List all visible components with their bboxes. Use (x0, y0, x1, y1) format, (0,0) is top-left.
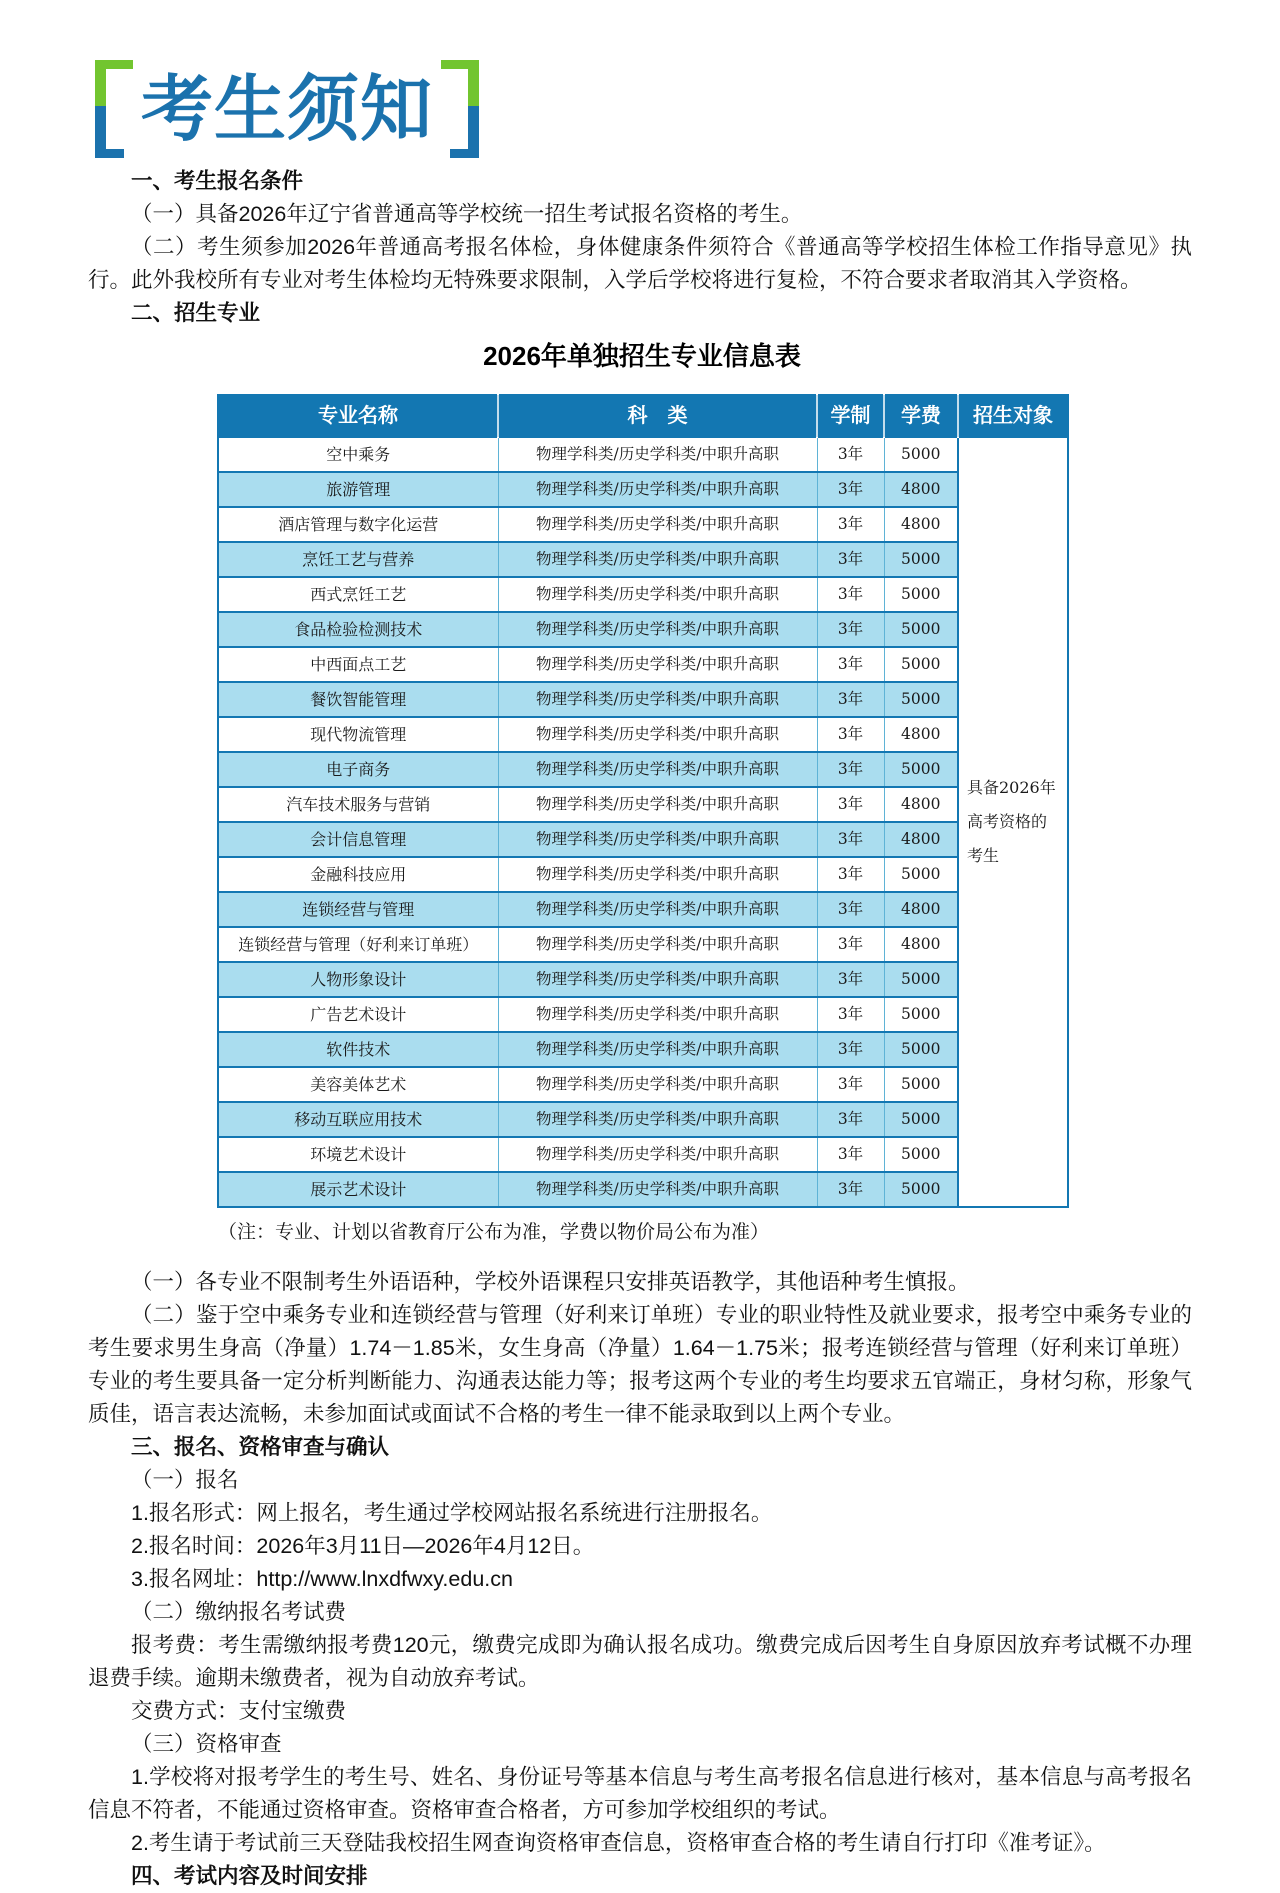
cell-fee: 4800 (884, 717, 958, 752)
cell-years: 3年 (817, 437, 884, 472)
cell-years: 3年 (817, 612, 884, 647)
paragraph: 交费方式：支付宝缴费 (131, 1699, 347, 1723)
page-title (95, 60, 479, 158)
cell-major: 空中乘务 (218, 437, 498, 472)
cell-category: 物理学科类/历史学科类/中职升高职 (498, 787, 817, 822)
table-row (218, 857, 1068, 892)
cell-fee: 5000 (884, 542, 958, 577)
cell-years: 3年 (817, 927, 884, 962)
cell-category: 物理学科类/历史学科类/中职升高职 (498, 682, 817, 717)
table-row (218, 682, 1068, 717)
cell-category: 物理学科类/历史学科类/中职升高职 (498, 962, 817, 997)
cell-fee: 5000 (884, 1172, 958, 1207)
table-row (218, 822, 1068, 857)
cell-category: 物理学科类/历史学科类/中职升高职 (498, 1032, 817, 1067)
paragraph: （一）报名 (131, 1468, 239, 1492)
cell-fee: 5000 (884, 647, 958, 682)
table-note: （注：专业、计划以省教育厅公布为准，学费以物价局公布为准） (218, 1222, 770, 1243)
cell-major: 中西面点工艺 (218, 647, 498, 682)
cell-category: 物理学科类/历史学科类/中职升高职 (498, 437, 817, 472)
cell-years: 3年 (817, 647, 884, 682)
table-row (218, 752, 1068, 787)
column-header: 学费 (884, 395, 958, 437)
cell-major: 汽车技术服务与营销 (218, 787, 498, 822)
column-header: 学制 (817, 395, 884, 437)
cell-major: 软件技术 (218, 1032, 498, 1067)
cell-category: 物理学科类/历史学科类/中职升高职 (498, 1102, 817, 1137)
intro-section (88, 165, 1192, 330)
cell-major: 连锁经营与管理（好利来订单班） (218, 927, 498, 962)
paragraph: 1.学校将对报考学生的考生号、姓名、身份证号等基本信息与考生高考报名信息进行核对，基本信息与高考报名信息不符者，不能通过资格审查。资格审查合格者，方可参加学校组织的考试。 (88, 1765, 1192, 1822)
cell-years: 3年 (817, 857, 884, 892)
cell-major: 食品检验检测技术 (218, 612, 498, 647)
cell-major: 电子商务 (218, 752, 498, 787)
cell-major: 连锁经营与管理 (218, 892, 498, 927)
table-row (218, 1137, 1068, 1172)
table-row (218, 787, 1068, 822)
table-row (218, 717, 1068, 752)
cell-major: 展示艺术设计 (218, 1172, 498, 1207)
cell-major: 美容美体艺术 (218, 1067, 498, 1102)
table-row (218, 1067, 1068, 1102)
cell-major: 人物形象设计 (218, 962, 498, 997)
cell-major: 会计信息管理 (218, 822, 498, 857)
cell-fee: 5000 (884, 1137, 958, 1172)
cell-years: 3年 (817, 1172, 884, 1207)
cell-major: 广告艺术设计 (218, 997, 498, 1032)
cell-years: 3年 (817, 1137, 884, 1172)
paragraph: 1.报名形式：网上报名，考生通过学校网站报名系统进行注册报名。 (131, 1501, 773, 1525)
paragraph: （二）考生须参加2026年普通高考报名体检，身体健康条件须符合《普通高等学校招生体检工作指导意见》执行。此外我校所有专业对考生体检均无特殊要求限制，入学后学校将进行复检，不符合要求者取消其入学资格。 (88, 235, 1192, 292)
cell-years: 3年 (817, 962, 884, 997)
cell-years: 3年 (817, 1032, 884, 1067)
paragraph: 3.报名网址：http://www.lnxdfwxy.edu.cn (131, 1567, 513, 1591)
cell-fee: 5000 (884, 857, 958, 892)
page-title-text: 考生须知 (141, 66, 434, 151)
cell-fee: 5000 (884, 1032, 958, 1067)
cell-category: 物理学科类/历史学科类/中职升高职 (498, 507, 817, 542)
cell-years: 3年 (817, 717, 884, 752)
cell-years: 3年 (817, 507, 884, 542)
section-heading: 四、考试内容及时间安排 (131, 1864, 368, 1888)
table-row (218, 577, 1068, 612)
cell-fee: 4800 (884, 472, 958, 507)
table-title: 2026年单独招生专业信息表 (483, 341, 801, 371)
cell-category: 物理学科类/历史学科类/中职升高职 (498, 927, 817, 962)
cell-category: 物理学科类/历史学科类/中职升高职 (498, 857, 817, 892)
section-heading: 二、招生专业 (131, 301, 261, 325)
paragraph: （二）鉴于空中乘务专业和连锁经营与管理（好利来订单班）专业的职业特性及就业要求，报考空中乘务专业的考生要求男生身高（净量）1.74－1.85米，女生身高（净量）1.64－1.75米；报考连锁经营与管理（好利来订单班）专业的考生要具备一定分析判断能力、沟通表达能力等；报考这两个专业的考生均要求五官端正，身材匀称，形象气质佳，语言表达流畅，未参加面试或面试不合格的考生一律不能录取到以上两个专业。 (88, 1303, 1192, 1426)
cell-fee: 5000 (884, 1067, 958, 1102)
table-row (218, 962, 1068, 997)
cell-years: 3年 (817, 1102, 884, 1137)
cell-category: 物理学科类/历史学科类/中职升高职 (498, 612, 817, 647)
cell-major: 酒店管理与数字化运营 (218, 507, 498, 542)
cell-category: 物理学科类/历史学科类/中职升高职 (498, 822, 817, 857)
paragraph: 2.考生请于考试前三天登陆我校招生网查询资格审查信息，资格审查合格的考生请自行打印《准考证》。 (131, 1831, 1106, 1855)
table-header-row (218, 395, 1068, 437)
cell-major: 环境艺术设计 (218, 1137, 498, 1172)
cell-category: 物理学科类/历史学科类/中职升高职 (498, 717, 817, 752)
section-heading: 一、考生报名条件 (131, 169, 304, 193)
cell-years: 3年 (817, 682, 884, 717)
table-row (218, 612, 1068, 647)
table-row (218, 472, 1068, 507)
cell-category: 物理学科类/历史学科类/中职升高职 (498, 1172, 817, 1207)
cell-major: 餐饮智能管理 (218, 682, 498, 717)
table-row (218, 647, 1068, 682)
cell-years: 3年 (817, 997, 884, 1032)
cell-category: 物理学科类/历史学科类/中职升高职 (498, 1067, 817, 1102)
paragraph: （一）具备2026年辽宁省普通高等学校统一招生考试报名资格的考生。 (131, 202, 803, 226)
main-section (88, 1266, 1192, 1893)
cell-major: 旅游管理 (218, 472, 498, 507)
table-row (218, 997, 1068, 1032)
title-bracket-left-icon (95, 60, 135, 158)
table-row (218, 927, 1068, 962)
cell-category: 物理学科类/历史学科类/中职升高职 (498, 752, 817, 787)
cell-fee: 4800 (884, 822, 958, 857)
cell-years: 3年 (817, 822, 884, 857)
column-header: 科 类 (498, 395, 817, 437)
table-row (218, 892, 1068, 927)
cell-category: 物理学科类/历史学科类/中职升高职 (498, 472, 817, 507)
table-row (218, 542, 1068, 577)
table-row (218, 1172, 1068, 1207)
cell-fee: 4800 (884, 892, 958, 927)
cell-major: 移动互联应用技术 (218, 1102, 498, 1137)
majors-table (217, 394, 1069, 1208)
cell-fee: 5000 (884, 682, 958, 717)
paragraph: 2.报名时间：2026年3月11日—2026年4月12日。 (131, 1534, 595, 1558)
cell-category: 物理学科类/历史学科类/中职升高职 (498, 892, 817, 927)
cell-fee: 4800 (884, 787, 958, 822)
cell-category: 物理学科类/历史学科类/中职升高职 (498, 577, 817, 612)
cell-fee: 4800 (884, 927, 958, 962)
section-heading: 三、报名、资格审查与确认 (131, 1435, 390, 1459)
cell-fee: 5000 (884, 997, 958, 1032)
cell-major: 烹饪工艺与营养 (218, 542, 498, 577)
table-row (218, 437, 1068, 472)
cell-fee: 5000 (884, 962, 958, 997)
paragraph: （一）各专业不限制考生外语语种，学校外语课程只安排英语教学，其他语种考生慎报。 (131, 1270, 970, 1294)
cell-category: 物理学科类/历史学科类/中职升高职 (498, 647, 817, 682)
cell-fee: 5000 (884, 1102, 958, 1137)
cell-years: 3年 (817, 542, 884, 577)
cell-category: 物理学科类/历史学科类/中职升高职 (498, 997, 817, 1032)
column-header: 招生对象 (958, 395, 1068, 437)
cell-years: 3年 (817, 1067, 884, 1102)
paragraph: 报考费：考生需缴纳报考费120元，缴费完成即为确认报名成功。缴费完成后因考生自身原因放弃考试概不办理退费手续。逾期未缴费者，视为自动放弃考试。 (88, 1633, 1192, 1690)
cell-category: 物理学科类/历史学科类/中职升高职 (498, 542, 817, 577)
cell-category: 物理学科类/历史学科类/中职升高职 (498, 1137, 817, 1172)
cell-fee: 5000 (884, 577, 958, 612)
cell-years: 3年 (817, 892, 884, 927)
cell-years: 3年 (817, 577, 884, 612)
cell-fee: 5000 (884, 437, 958, 472)
paragraph: （三）资格审查 (131, 1732, 282, 1756)
table-row (218, 1102, 1068, 1137)
column-header: 专业名称 (218, 395, 498, 437)
cell-fee: 5000 (884, 612, 958, 647)
cell-years: 3年 (817, 787, 884, 822)
document-body (88, 165, 1192, 1893)
cell-audience: 具备2026年高考资格的考生 (958, 437, 1068, 1207)
cell-fee: 5000 (884, 752, 958, 787)
cell-major: 西式烹饪工艺 (218, 577, 498, 612)
table-row (218, 507, 1068, 542)
cell-years: 3年 (817, 472, 884, 507)
cell-years: 3年 (817, 752, 884, 787)
cell-fee: 4800 (884, 507, 958, 542)
title-bracket-right-icon (439, 60, 479, 158)
cell-major: 现代物流管理 (218, 717, 498, 752)
table-row (218, 1032, 1068, 1067)
cell-major: 金融科技应用 (218, 857, 498, 892)
paragraph: （二）缴纳报名考试费 (131, 1600, 347, 1624)
